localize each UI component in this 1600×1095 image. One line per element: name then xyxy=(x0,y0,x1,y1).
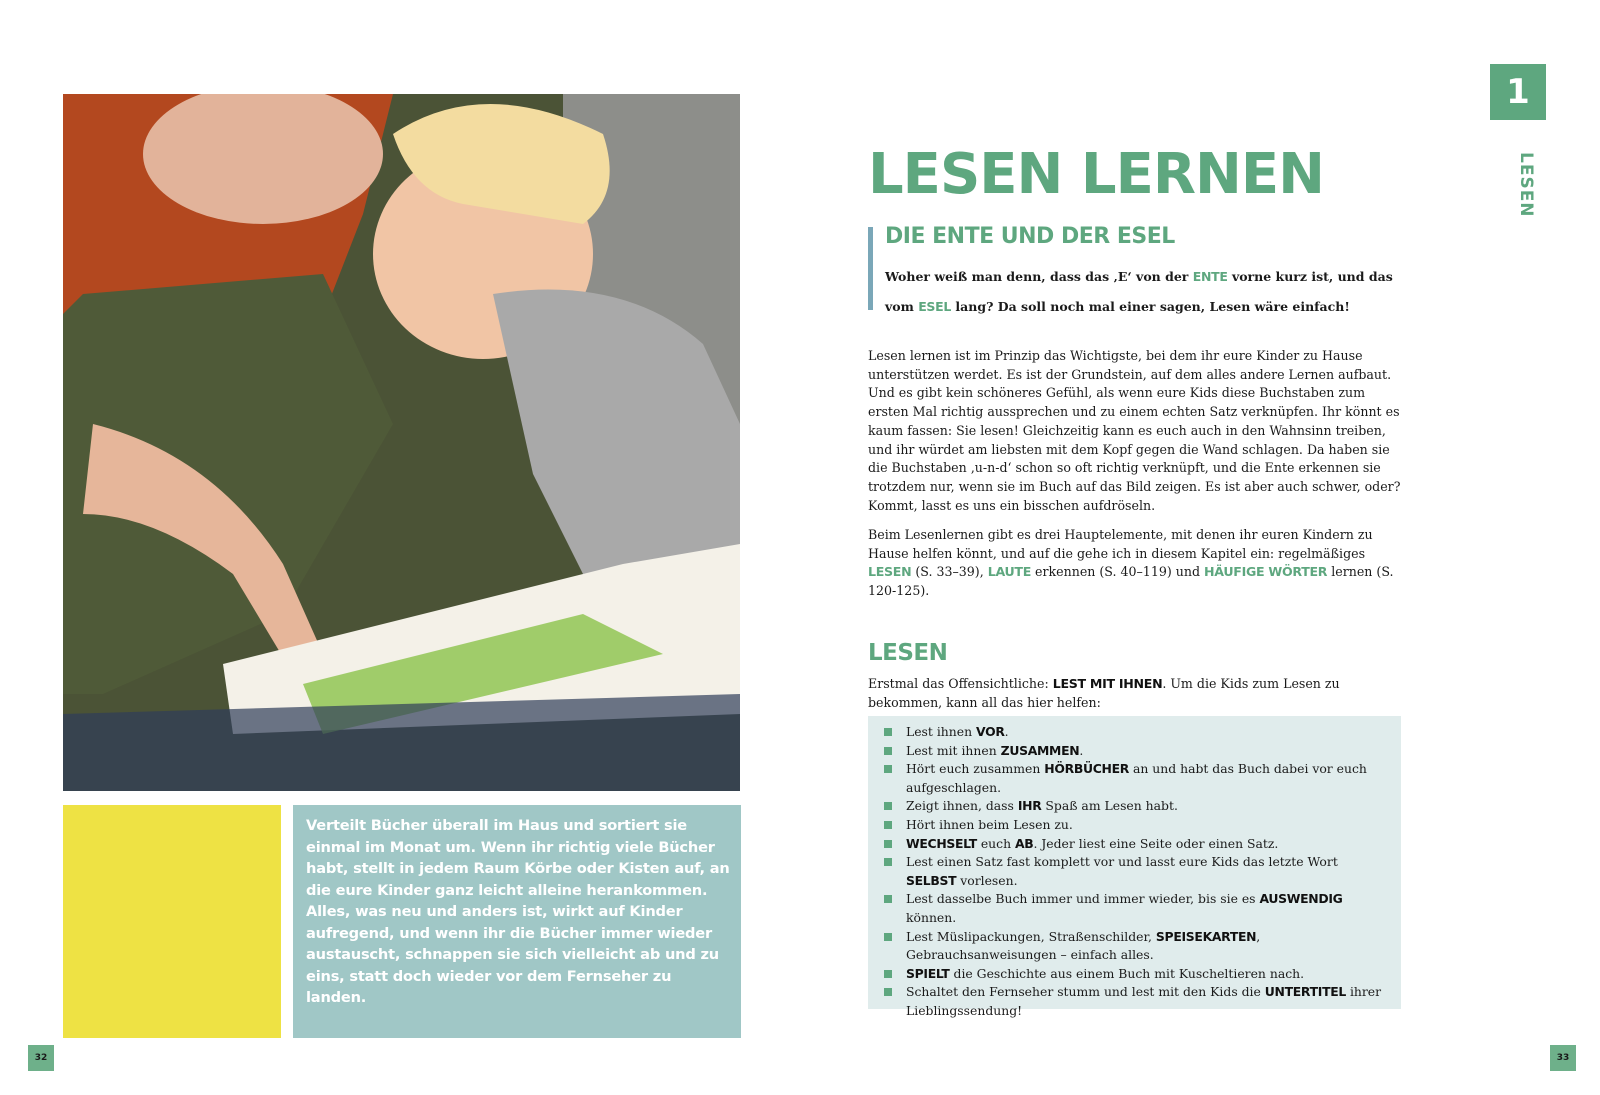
bullet-icon xyxy=(884,747,892,755)
bullet-icon xyxy=(884,765,892,773)
section-intro-text-2: . Um die Kids zum Lesen zu bekommen, kann all das hier helfen: xyxy=(868,676,1340,710)
body-paragraph-2 xyxy=(868,526,1408,601)
intro-text-2: vorne kurz ist, und das vom xyxy=(885,269,1393,314)
section-intro-text-1: Erstmal das Offensichtliche: xyxy=(868,676,1053,691)
chapter-number-badge: 1 xyxy=(1490,64,1546,120)
section-heading-lesen: LESEN xyxy=(868,640,948,666)
list-item: Lest dasselbe Buch immer und immer wieder, bis sie es AUSWENDIG können. xyxy=(884,890,1384,927)
section-intro xyxy=(868,675,1408,712)
para2-text-1: Beim Lesenlernen gibt es drei Hauptelemente, mit denen ihr euren Kindern zu Hause helfen könnt, und auf die gehe ich in diesem Kapitel ein: regelmäßiges xyxy=(868,527,1373,561)
intro-paragraph xyxy=(885,262,1425,322)
page-title: LESEN LERNEN xyxy=(868,142,1324,207)
bullet-icon xyxy=(884,858,892,866)
intro-text-1: Woher weiß man denn, dass das ‚E‘ von der xyxy=(885,269,1193,284)
list-item: Hört ihnen beim Lesen zu. xyxy=(884,816,1384,835)
list-item: WECHSELT euch AB. Jeder liest eine Seite oder einen Satz. xyxy=(884,835,1384,854)
bullet-icon xyxy=(884,802,892,810)
keyword-lesen: LESEN xyxy=(868,564,912,580)
list-item: Lest Müslipackungen, Straßenschilder, SPEISEKARTEN, Gebrauchsanweisungen – einfach alles. xyxy=(884,928,1384,965)
list-item: Schaltet den Fernseher stumm und lest mit den Kids die UNTERTITEL ihrer Lieblingssendung! xyxy=(884,983,1384,1020)
list-item: Hört euch zusammen HÖRBÜCHER an und habt das Buch dabei vor euch aufgeschlagen. xyxy=(884,760,1384,797)
tips-list-box xyxy=(868,716,1401,1018)
bullet-icon xyxy=(884,933,892,941)
section-subtitle: DIE ENTE UND DER ESEL xyxy=(885,224,1175,249)
list-item: Zeigt ihnen, dass IHR Spaß am Lesen habt. xyxy=(884,797,1384,816)
page-number-right: 33 xyxy=(1550,1045,1576,1071)
keyword-esel: ESEL xyxy=(918,299,952,314)
bullet-icon xyxy=(884,988,892,996)
para2-text-4: lernen (S. 120-125). xyxy=(868,564,1394,599)
page-number-left: 32 xyxy=(28,1045,54,1071)
keyword-ente: ENTE xyxy=(1192,269,1228,284)
keyword-haeufige-woerter: HÄUFIGE WÖRTER xyxy=(1204,564,1328,580)
photo-illustration xyxy=(63,94,740,791)
list-item: Lest einen Satz fast komplett vor und lasst eure Kids das letzte Wort SELBST vorlesen. xyxy=(884,853,1384,890)
photo-mother-child-reading xyxy=(63,94,740,791)
body-paragraph-1: Lesen lernen ist im Prinzip das Wichtigste, bei dem ihr eure Kinder zu Hause unterstützen werdet. Es ist der Grundstein, auf dem alles andere Lernen aufbaut. Und es gibt kein schöneres Gefühl, als wenn eure Kids diese Buchstaben zum ersten Mal richtig aussprechen und zu einem echten Satz verknüpfen. Ihr könnt es kaum fassen: Sie lesen! Gleichzeitig kann es euch auch in den Wahnsinn treiben, und ihr würdet am liebsten mit dem Kopf gegen die Wand schlagen. Da haben sie die Buchstaben ‚u-n-d‘ schon so oft richtig verknüpft, und die Ente erkennen sie trotzdem nur, wenn sie im Buch auf das Bild zeigen. Es ist aber auch schwer, oder? Kommt, lasst es uns ein bisschen aufdröseln. xyxy=(868,348,1401,513)
bullet-icon xyxy=(884,895,892,903)
list-item: Lest mit ihnen ZUSAMMEN. xyxy=(884,742,1384,761)
bullet-icon xyxy=(884,821,892,829)
intro-text-3: lang? Da soll noch mal einer sagen, Lesen wäre einfach! xyxy=(951,299,1350,314)
yellow-accent-block xyxy=(63,805,281,1038)
keyword-lest-mit-ihnen: LEST MIT IHNEN xyxy=(1052,676,1163,691)
chapter-side-label: LESEN xyxy=(1516,152,1536,218)
bullet-icon xyxy=(884,970,892,978)
keyword-laute: LAUTE xyxy=(987,564,1032,580)
tip-text: Verteilt Bücher überall im Haus und sortiert sie einmal im Monat um. Wenn ihr richtig viele Bücher habt, stellt in jedem Raum Körbe oder Kisten auf, an die eure Kinder ganz leicht alleine herankommen. Alles, was neu und anders ist, wirkt auf Kinder aufregend, und wenn ihr die Bücher immer wieder austauscht, schnappen sie sich vielleicht ab und zu eins, statt doch wieder vor dem Fernseher zu landen. xyxy=(306,817,730,1006)
bullet-icon xyxy=(884,728,892,736)
list-item: Lest ihnen VOR. xyxy=(884,723,1384,742)
intro-accent-bar xyxy=(868,227,873,310)
tips-list xyxy=(884,723,1384,1021)
list-item: SPIELT die Geschichte aus einem Buch mit Kuscheltieren nach. xyxy=(884,965,1384,984)
para2-text-2: (S. 33–39), xyxy=(911,564,988,580)
para2-text-3: erkennen (S. 40–119) und xyxy=(1031,564,1205,580)
bullet-icon xyxy=(884,840,892,848)
tip-box xyxy=(293,805,741,1038)
